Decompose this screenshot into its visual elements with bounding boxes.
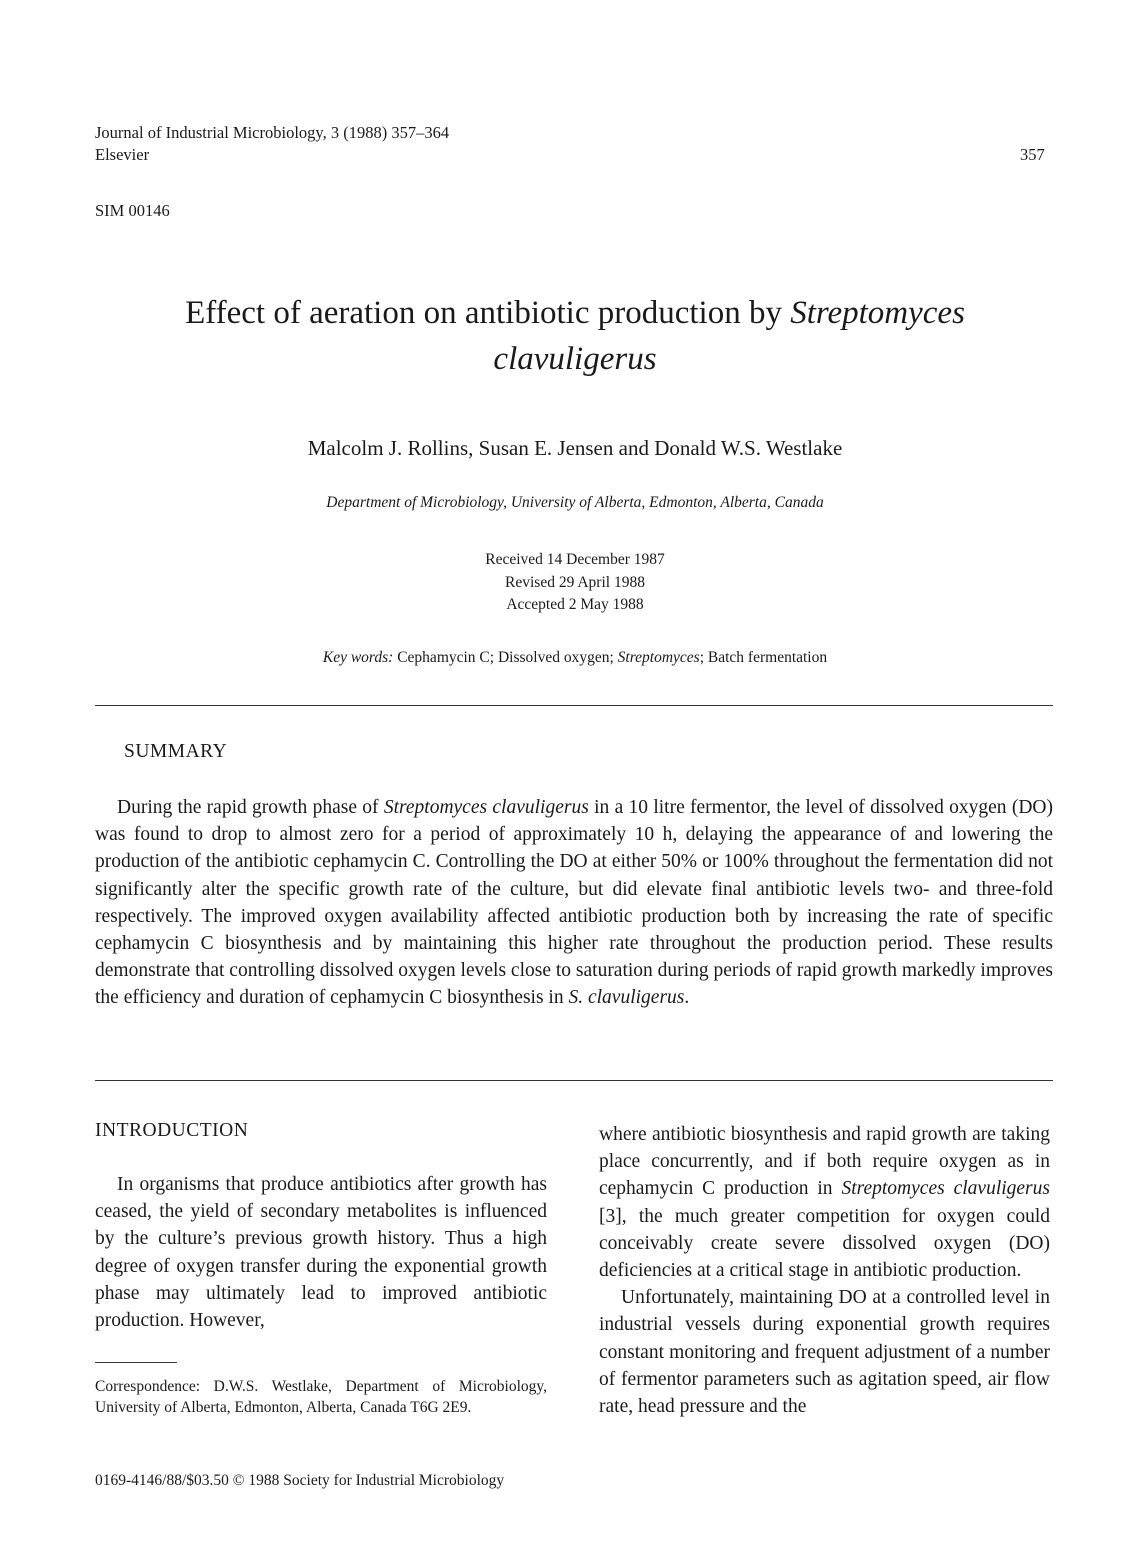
intro-right-paragraph-2: Unfortunately, maintaining DO at a controlled level in industrial vessels during exponential growth requires constant monitoring and frequent adjustment of a number of fermentor parameters such as agitation speed, air flow rate, head pressure and the <box>599 1287 1050 1418</box>
intro-right-organism: Streptomyces clavuligerus <box>841 1178 1050 1200</box>
intro-left-paragraph: In organisms that produce antibiotics after growth has ceased, the yield of secondary metabolites is influenced by the culture’s previous growth history. Thus a high degree of oxygen transfer during the exponential growth phase may ultimately lead to improved antibiotic production. However, <box>95 1174 547 1332</box>
footnote-rule <box>95 1362 177 1363</box>
publisher: Elsevier <box>95 145 150 164</box>
intro-right-text-1: where antibiotic biosynthesis and rapid growth are taking place concurrently, and if both require oxygen as in cephamycin C production in <box>599 1124 1050 1200</box>
page-number: 357 <box>1020 145 1045 164</box>
correspondence-footnote: Correspondence: D.W.S. Westlake, Department of Microbiology, University of Alberta, Edmonton, Alberta, Canada T6G 2E9. <box>95 1378 547 1416</box>
keywords-text-2: Streptomyces <box>617 649 700 666</box>
summary-body <box>95 794 1053 1012</box>
affiliation: Department of Microbiology, University of Alberta, Edmonton, Alberta, Canada <box>326 494 824 511</box>
authors: Malcolm J. Rollins, Susan E. Jensen and Donald W.S. Westlake <box>307 436 843 460</box>
title-species: clavuligerus <box>493 341 657 377</box>
title-genus: Streptomyces <box>790 295 965 331</box>
summary-heading: SUMMARY <box>124 741 228 762</box>
intro-right-column <box>599 1121 1050 1420</box>
accepted-date: Accepted 2 May 1988 <box>506 596 644 613</box>
keywords-label: Key words: <box>322 649 394 666</box>
introduction-heading: INTRODUCTION <box>95 1120 249 1141</box>
summary-text-3: . <box>684 987 690 1009</box>
sim-code: SIM 00146 <box>95 201 170 220</box>
journal-citation: Journal of Industrial Microbiology, 3 (1988) 357–364 <box>95 123 450 142</box>
title-main: Effect of aeration on antibiotic production by <box>185 295 791 331</box>
keywords-text-3: ; Batch fermentation <box>699 649 828 666</box>
keywords <box>60 649 1090 667</box>
intro-right-paragraph-1 <box>599 1121 1050 1284</box>
revised-date: Revised 29 April 1988 <box>505 573 645 591</box>
article-dates <box>60 549 1090 617</box>
divider-bottom <box>95 1080 1053 1081</box>
summary-organism-short: S. clavuligerus <box>568 987 685 1009</box>
summary-text-2: in a 10 litre fermentor, the level of dissolved oxygen (DO) was found to drop to almost zero for a period of approximately 10 h, delaying the appearance of and lowering the production of the antibiotic cephamycin C. Controlling the DO at either 50% or 100% throughout the fermentation did not significantly alter the specific growth rate of the culture, but did elevate final antibiotic levels two- and three-fold respectively. The improved oxygen availability affected antibiotic production both by increasing the rate of specific cephamycin C biosynthesis and by maintaining this higher rate throughout the production period. These results demonstrate that controlling dissolved oxygen levels close to saturation during periods of rapid growth markedly improves the efficiency and duration of cephamycin C biosynthesis in <box>95 797 1054 1009</box>
intro-left-column <box>95 1171 547 1334</box>
summary-paragraph <box>95 794 1053 1012</box>
intro-right-text-2: [3], the much greater competition for oxygen could conceivably create severe dissolved oxygen (DO) deficiencies at a critical stage in antibiotic production. <box>599 1205 1050 1282</box>
summary-organism: Streptomyces clavuligerus <box>383 797 589 818</box>
copyright-line: 0169-4146/88/$03.50 © 1988 Society for Industrial Microbiology <box>95 1472 505 1489</box>
divider-top <box>95 705 1053 706</box>
article-title <box>60 290 1090 382</box>
received-date: Received 14 December 1987 <box>485 551 665 568</box>
keywords-text-1: Cephamycin C; Dissolved oxygen; <box>393 649 618 666</box>
summary-text-1: During the rapid growth phase of <box>117 797 384 818</box>
